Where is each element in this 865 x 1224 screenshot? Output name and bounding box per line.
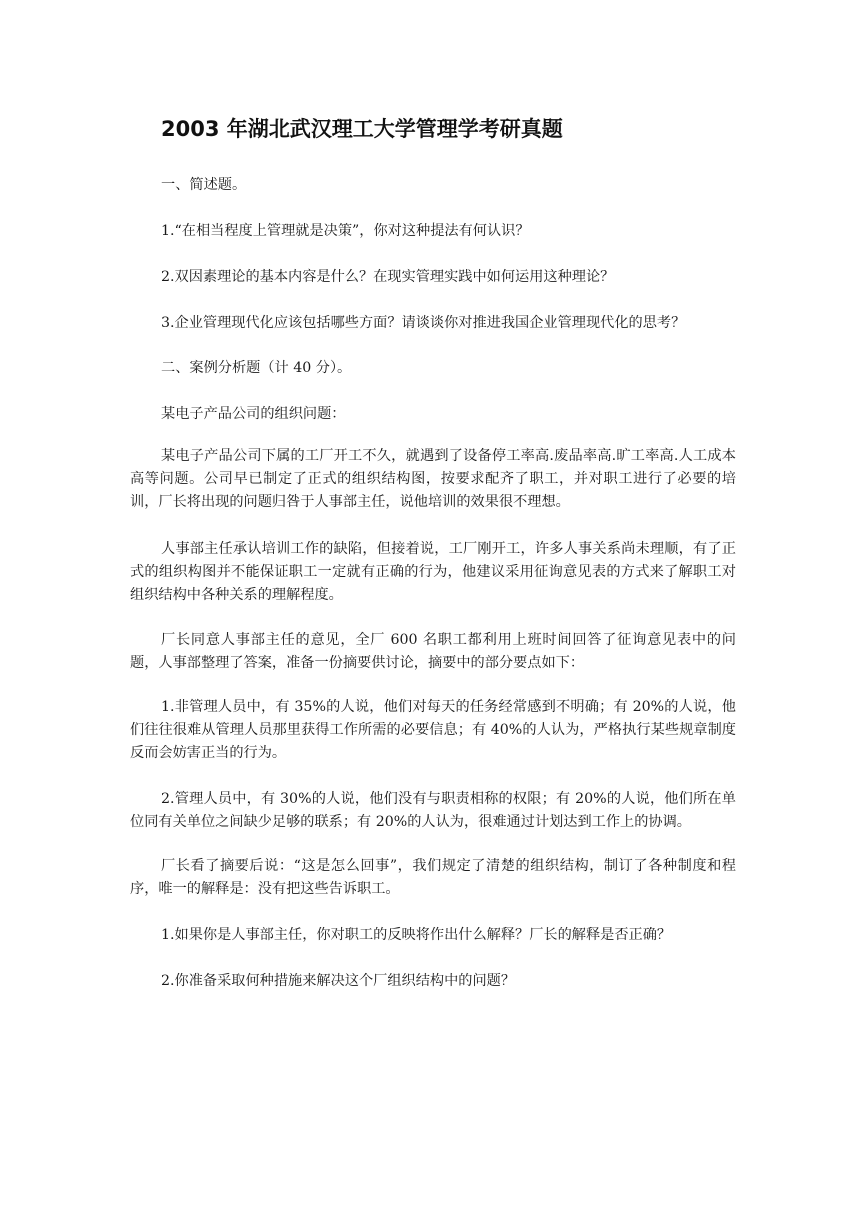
case-paragraph-3: 厂长同意人事部主任的意见，全厂 600 名职工都利用上班时间回答了征询意见表中的问题，人事部整理了答案，准备一份摘要供讨论，摘要中的部分要点如下： bbox=[130, 632, 736, 671]
section-heading-case-analysis: 二、案例分析题（计 40 分）。 bbox=[161, 360, 352, 376]
case-question-1: 1.如果你是人事部主任，你对职工的反映将作出什么解释？厂长的解释是否正确？ bbox=[161, 927, 672, 943]
case-paragraph-1: 某电子产品公司下属的工厂开工不久，就遇到了设备停工率高.废品率高.旷工率高.人工成本高等问题。公司早已制定了正式的组织结构图，按要求配齐了职工，并对职工进行了必要的培训，厂长将出现的问题归咎于人事部主任，说他培训的效果很不理想。 bbox=[130, 448, 736, 510]
case-title: 某电子产品公司的组织问题： bbox=[161, 406, 346, 422]
question-3: 3.企业管理现代化应该包括哪些方面？请谈谈你对推进我国企业管理现代化的思考？ bbox=[161, 315, 686, 331]
case-paragraph-5: 2.管理人员中，有 30%的人说，他们没有与职责相称的权限；有 20%的人说，他们所在单位同有关单位之间缺少足够的联系；有 20%的人认为，很难通过计划达到工作上的协调。 bbox=[130, 791, 736, 830]
case-paragraph-6: 厂长看了摘要后说：“这是怎么回事”，我们规定了清楚的组织结构，制订了各种制度和程序，唯一的解释是：没有把这些告诉职工。 bbox=[130, 858, 736, 897]
document-title: 2003 年湖北武汉理工大学管理学考研真题 bbox=[161, 117, 563, 141]
case-question-2: 2.你准备采取何种措施来解决这个厂组织结构中的问题？ bbox=[161, 973, 516, 989]
section-heading-short-answer: 一、简述题。 bbox=[161, 177, 247, 193]
question-2: 2.双因素理论的基本内容是什么？在现实管理实践中如何运用这种理论？ bbox=[161, 269, 615, 285]
case-paragraph-2: 人事部主任承认培训工作的缺陷，但接着说，工厂刚开工，许多人事关系尚未理顺，有了正式的组织构图并不能保证职工一定就有正确的行为，他建议采用征询意见表的方式来了解职工对组织结构中各种关系的理解程度。 bbox=[130, 541, 736, 603]
case-paragraph-4: 1.非管理人员中，有 35%的人说，他们对每天的任务经常感到不明确；有 20%的人说，他们往往很难从管理人员那里获得工作所需的必要信息；有 40%的人认为，严格执行某些规章制度反而会妨害正当的行为。 bbox=[130, 699, 736, 761]
question-1: 1.“在相当程度上管理就是决策”，你对这种提法有何认识？ bbox=[161, 223, 530, 239]
